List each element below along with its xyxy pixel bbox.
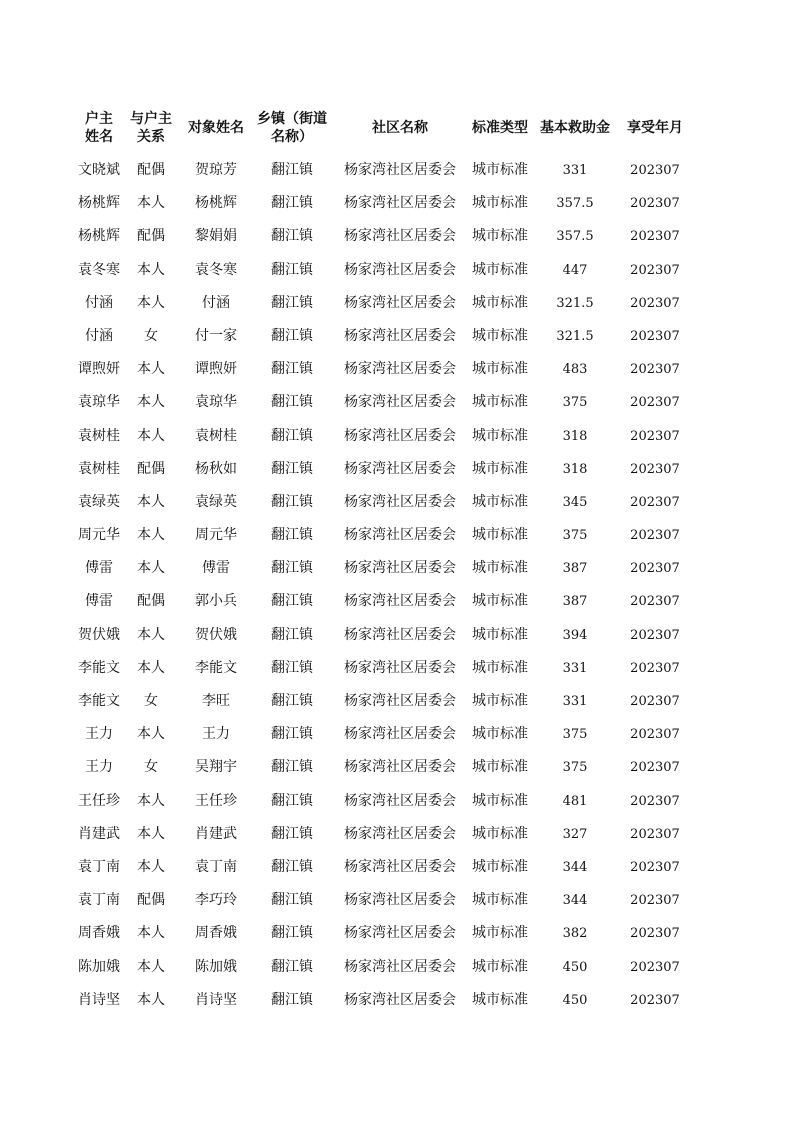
community-cell: 杨家湾社区居委会 <box>344 327 456 344</box>
header-period <box>615 108 695 148</box>
community-cell: 杨家湾社区居委会 <box>344 858 456 875</box>
community-cell: 杨家湾社区居委会 <box>344 361 456 378</box>
relationship-cell: 本人 <box>137 195 165 212</box>
town-cell: 翻江镇 <box>271 726 313 743</box>
householder-name-cell: 王任珍 <box>78 792 120 809</box>
recipient-name-cell: 付一家 <box>195 327 237 344</box>
table-row <box>0 619 793 652</box>
householder-name-cell: 周元华 <box>78 527 120 544</box>
standard-type-cell: 城市标准 <box>472 560 528 577</box>
town-cell: 翻江镇 <box>271 361 313 378</box>
basic-aid-cell: 357.5 <box>556 229 594 245</box>
town-cell: 翻江镇 <box>271 228 313 245</box>
relationship-cell: 配偶 <box>137 460 165 477</box>
town-cell: 翻江镇 <box>271 892 313 909</box>
householder-name-cell: 袁冬寒 <box>78 261 120 278</box>
header-basic-aid <box>535 108 615 148</box>
town-cell: 翻江镇 <box>271 858 313 875</box>
town-cell: 翻江镇 <box>271 792 313 809</box>
standard-type-cell: 城市标准 <box>472 693 528 709</box>
town-cell: 翻江镇 <box>271 195 313 212</box>
period-cell: 202307 <box>630 959 680 975</box>
standard-type-cell: 城市标准 <box>472 261 528 278</box>
relationship-cell: 本人 <box>137 493 165 510</box>
period-cell: 202307 <box>630 295 680 311</box>
recipient-name-cell: 王任珍 <box>195 792 237 809</box>
table-row <box>0 320 793 353</box>
table-row <box>0 585 793 618</box>
recipient-name-cell: 郭小兵 <box>195 593 237 610</box>
header-relationship-line: 关系 <box>137 129 165 145</box>
table-row <box>0 386 793 419</box>
header-period-line: 享受年月 <box>627 120 683 136</box>
basic-aid-cell: 344 <box>562 859 588 875</box>
period-cell: 202307 <box>630 395 680 411</box>
table-body <box>0 154 793 1017</box>
community-cell: 杨家湾社区居委会 <box>344 261 456 278</box>
community-cell: 杨家湾社区居委会 <box>344 294 456 311</box>
town-cell: 翻江镇 <box>271 925 313 942</box>
basic-aid-cell: 483 <box>562 362 588 378</box>
table-row <box>0 917 793 950</box>
householder-name-cell: 肖诗坚 <box>78 991 120 1008</box>
town-cell: 翻江镇 <box>271 693 313 709</box>
table-row <box>0 453 793 486</box>
relationship-cell: 女 <box>144 759 158 776</box>
header-community <box>336 108 464 148</box>
town-cell: 翻江镇 <box>271 294 313 311</box>
basic-aid-cell: 447 <box>562 262 588 278</box>
community-cell: 杨家湾社区居委会 <box>344 693 456 709</box>
standard-type-cell: 城市标准 <box>472 593 528 610</box>
householder-name-cell: 陈加娥 <box>78 958 120 975</box>
recipient-name-cell: 肖建武 <box>195 825 237 842</box>
recipient-name-cell: 贺伏娥 <box>195 626 237 643</box>
recipient-name-cell: 杨秋如 <box>195 460 237 477</box>
relationship-cell: 本人 <box>137 925 165 942</box>
table-row <box>0 154 793 187</box>
basic-aid-cell: 481 <box>562 793 588 809</box>
recipient-name-cell: 李旺 <box>202 693 230 709</box>
basic-aid-cell: 331 <box>562 694 588 709</box>
householder-name-cell: 杨桃辉 <box>78 195 120 212</box>
householder-name-cell: 杨桃辉 <box>78 228 120 245</box>
town-cell: 翻江镇 <box>271 394 313 411</box>
table-row <box>0 652 793 685</box>
table-header <box>0 108 793 148</box>
standard-type-cell: 城市标准 <box>472 228 528 245</box>
householder-name-cell: 袁丁南 <box>78 858 120 875</box>
period-cell: 202307 <box>630 893 680 909</box>
table-row <box>0 254 793 287</box>
recipient-name-cell: 傅雷 <box>202 560 230 577</box>
relationship-cell: 本人 <box>137 560 165 577</box>
relationship-cell: 本人 <box>137 825 165 842</box>
basic-aid-cell: 387 <box>562 594 588 610</box>
header-standard-type-line: 标准类型 <box>472 120 528 136</box>
standard-type-cell: 城市标准 <box>472 493 528 510</box>
relationship-cell: 女 <box>144 327 158 344</box>
householder-name-cell: 李能文 <box>78 693 120 709</box>
community-cell: 杨家湾社区居委会 <box>344 527 456 544</box>
recipient-name-cell: 贺琼芳 <box>195 162 237 178</box>
relationship-cell: 本人 <box>137 294 165 311</box>
standard-type-cell: 城市标准 <box>472 427 528 444</box>
recipient-name-cell: 袁丁南 <box>195 858 237 875</box>
basic-aid-cell: 375 <box>562 528 588 544</box>
relationship-cell: 配偶 <box>137 593 165 610</box>
period-cell: 202307 <box>630 793 680 809</box>
recipient-name-cell: 李能文 <box>195 659 237 676</box>
standard-type-cell: 城市标准 <box>472 726 528 743</box>
standard-type-cell: 城市标准 <box>472 991 528 1008</box>
basic-aid-cell: 327 <box>562 826 588 842</box>
relationship-cell: 本人 <box>137 659 165 676</box>
table-row <box>0 552 793 585</box>
householder-name-cell: 傅雷 <box>85 560 113 577</box>
standard-type-cell: 城市标准 <box>472 958 528 975</box>
town-cell: 翻江镇 <box>271 825 313 842</box>
householder-name-cell: 文晓斌 <box>78 162 120 178</box>
table-row <box>0 287 793 320</box>
standard-type-cell: 城市标准 <box>472 327 528 344</box>
basic-aid-cell: 375 <box>562 395 588 411</box>
town-cell: 翻江镇 <box>271 427 313 444</box>
relationship-cell: 本人 <box>137 261 165 278</box>
community-cell: 杨家湾社区居委会 <box>344 958 456 975</box>
householder-name-cell: 傅雷 <box>85 593 113 610</box>
town-cell: 翻江镇 <box>271 659 313 676</box>
householder-name-cell: 袁丁南 <box>78 892 120 909</box>
recipient-name-cell: 王力 <box>202 726 230 743</box>
community-cell: 杨家湾社区居委会 <box>344 892 456 909</box>
recipient-name-cell: 周香娥 <box>195 925 237 942</box>
householder-name-cell: 付涵 <box>85 294 113 311</box>
standard-type-cell: 城市标准 <box>472 361 528 378</box>
standard-type-cell: 城市标准 <box>472 460 528 477</box>
householder-name-cell: 王力 <box>85 726 113 743</box>
basic-aid-cell: 331 <box>562 660 588 676</box>
basic-aid-cell: 450 <box>562 959 588 975</box>
header-community-line: 社区名称 <box>372 120 428 136</box>
relationship-cell: 本人 <box>137 792 165 809</box>
period-cell: 202307 <box>630 594 680 610</box>
header-recipient-name-line: 对象姓名 <box>188 120 244 136</box>
table-row <box>0 785 793 818</box>
relationship-cell: 本人 <box>137 858 165 875</box>
period-cell: 202307 <box>630 926 680 942</box>
community-cell: 杨家湾社区居委会 <box>344 593 456 610</box>
town-cell: 翻江镇 <box>271 958 313 975</box>
period-cell: 202307 <box>630 196 680 212</box>
header-basic-aid-line: 基本救助金 <box>540 120 610 136</box>
householder-name-cell: 谭煦妍 <box>78 361 120 378</box>
header-standard-type <box>464 108 536 148</box>
basic-aid-cell: 344 <box>562 893 588 909</box>
relationship-cell: 本人 <box>137 726 165 743</box>
basic-aid-cell: 450 <box>562 992 588 1008</box>
householder-name-cell: 袁绿英 <box>78 493 120 510</box>
table-row <box>0 818 793 851</box>
householder-name-cell: 袁琼华 <box>78 394 120 411</box>
period-cell: 202307 <box>630 328 680 344</box>
basic-aid-cell: 318 <box>562 461 588 477</box>
householder-name-cell: 周香娥 <box>78 925 120 942</box>
standard-type-cell: 城市标准 <box>472 394 528 411</box>
town-cell: 翻江镇 <box>271 460 313 477</box>
householder-name-cell: 肖建武 <box>78 825 120 842</box>
relationship-cell: 本人 <box>137 991 165 1008</box>
recipient-name-cell: 李巧玲 <box>195 892 237 909</box>
householder-name-cell: 袁树桂 <box>78 460 120 477</box>
period-cell: 202307 <box>630 163 680 178</box>
basic-aid-cell: 321.5 <box>556 295 594 311</box>
relationship-cell: 本人 <box>137 427 165 444</box>
standard-type-cell: 城市标准 <box>472 162 528 178</box>
community-cell: 杨家湾社区居委会 <box>344 759 456 776</box>
table-row <box>0 884 793 917</box>
standard-type-cell: 城市标准 <box>472 626 528 643</box>
period-cell: 202307 <box>630 859 680 875</box>
table-row <box>0 718 793 751</box>
community-cell: 杨家湾社区居委会 <box>344 626 456 643</box>
header-town-line: 乡镇（街道 <box>257 111 327 127</box>
standard-type-cell: 城市标准 <box>472 527 528 544</box>
period-cell: 202307 <box>630 428 680 444</box>
period-cell: 202307 <box>630 262 680 278</box>
town-cell: 翻江镇 <box>271 560 313 577</box>
standard-type-cell: 城市标准 <box>472 792 528 809</box>
table-row <box>0 353 793 386</box>
table-row <box>0 486 793 519</box>
header-relationship-line: 与户主 <box>130 111 172 127</box>
table-row <box>0 751 793 784</box>
table-row <box>0 519 793 552</box>
basic-aid-cell: 345 <box>562 494 588 510</box>
basic-aid-cell: 318 <box>562 428 588 444</box>
community-cell: 杨家湾社区居委会 <box>344 792 456 809</box>
relationship-cell: 女 <box>144 693 158 709</box>
relationship-cell: 本人 <box>137 394 165 411</box>
town-cell: 翻江镇 <box>271 759 313 776</box>
header-relationship <box>127 108 175 148</box>
town-cell: 翻江镇 <box>271 327 313 344</box>
recipient-name-cell: 黎娟娟 <box>195 228 237 245</box>
table-row <box>0 685 793 718</box>
recipient-name-cell: 谭煦妍 <box>195 361 237 378</box>
standard-type-cell: 城市标准 <box>472 659 528 676</box>
community-cell: 杨家湾社区居委会 <box>344 925 456 942</box>
period-cell: 202307 <box>630 561 680 577</box>
community-cell: 杨家湾社区居委会 <box>344 825 456 842</box>
recipient-name-cell: 袁琼华 <box>195 394 237 411</box>
town-cell: 翻江镇 <box>271 626 313 643</box>
relationship-cell: 配偶 <box>137 892 165 909</box>
standard-type-cell: 城市标准 <box>472 858 528 875</box>
period-cell: 202307 <box>630 362 680 378</box>
relationship-cell: 本人 <box>137 361 165 378</box>
table-row <box>0 851 793 884</box>
community-cell: 杨家湾社区居委会 <box>344 726 456 743</box>
header-householder-name-line: 户主 <box>85 111 113 127</box>
table-row <box>0 984 793 1017</box>
basic-aid-cell: 375 <box>562 760 588 776</box>
recipient-name-cell: 付涵 <box>202 294 230 311</box>
recipient-name-cell: 肖诗坚 <box>195 991 237 1008</box>
basic-aid-cell: 387 <box>562 561 588 577</box>
recipient-name-cell: 袁冬寒 <box>195 261 237 278</box>
town-cell: 翻江镇 <box>271 991 313 1008</box>
relationship-cell: 本人 <box>137 958 165 975</box>
basic-aid-cell: 394 <box>562 627 588 643</box>
period-cell: 202307 <box>630 727 680 743</box>
table-row <box>0 220 793 253</box>
standard-type-cell: 城市标准 <box>472 892 528 909</box>
relationship-cell: 配偶 <box>137 228 165 245</box>
town-cell: 翻江镇 <box>271 527 313 544</box>
standard-type-cell: 城市标准 <box>472 759 528 776</box>
town-cell: 翻江镇 <box>271 261 313 278</box>
recipient-name-cell: 杨桃辉 <box>195 195 237 212</box>
table-row <box>0 420 793 453</box>
period-cell: 202307 <box>630 494 680 510</box>
town-cell: 翻江镇 <box>271 162 313 178</box>
householder-name-cell: 李能文 <box>78 659 120 676</box>
community-cell: 杨家湾社区居委会 <box>344 991 456 1008</box>
community-cell: 杨家湾社区居委会 <box>344 162 456 178</box>
householder-name-cell: 贺伏娥 <box>78 626 120 643</box>
header-town <box>252 108 332 148</box>
community-cell: 杨家湾社区居委会 <box>344 560 456 577</box>
basic-aid-cell: 375 <box>562 727 588 743</box>
community-cell: 杨家湾社区居委会 <box>344 394 456 411</box>
table-row <box>0 187 793 220</box>
community-cell: 杨家湾社区居委会 <box>344 427 456 444</box>
town-cell: 翻江镇 <box>271 493 313 510</box>
householder-name-cell: 王力 <box>85 759 113 776</box>
header-recipient-name <box>180 108 252 148</box>
relationship-cell: 配偶 <box>137 162 165 178</box>
relationship-cell: 本人 <box>137 527 165 544</box>
period-cell: 202307 <box>630 694 680 709</box>
recipient-name-cell: 吴翔宇 <box>195 759 237 776</box>
town-cell: 翻江镇 <box>271 593 313 610</box>
period-cell: 202307 <box>630 627 680 643</box>
period-cell: 202307 <box>630 992 680 1008</box>
header-town-line: 名称） <box>271 129 313 145</box>
standard-type-cell: 城市标准 <box>472 294 528 311</box>
header-householder-name-line: 姓名 <box>85 129 113 145</box>
relationship-cell: 本人 <box>137 626 165 643</box>
header-householder-name <box>70 108 128 148</box>
basic-aid-cell: 382 <box>562 926 588 942</box>
standard-type-cell: 城市标准 <box>472 195 528 212</box>
period-cell: 202307 <box>630 660 680 676</box>
period-cell: 202307 <box>630 461 680 477</box>
recipient-name-cell: 周元华 <box>195 527 237 544</box>
basic-aid-cell: 331 <box>562 163 588 178</box>
standard-type-cell: 城市标准 <box>472 925 528 942</box>
basic-aid-cell: 357.5 <box>556 196 594 212</box>
householder-name-cell: 袁树桂 <box>78 427 120 444</box>
table-row <box>0 951 793 984</box>
community-cell: 杨家湾社区居委会 <box>344 493 456 510</box>
householder-name-cell: 付涵 <box>85 327 113 344</box>
community-cell: 杨家湾社区居委会 <box>344 460 456 477</box>
recipient-name-cell: 陈加娥 <box>195 958 237 975</box>
period-cell: 202307 <box>630 229 680 245</box>
recipient-name-cell: 袁树桂 <box>195 427 237 444</box>
basic-aid-cell: 321.5 <box>556 328 594 344</box>
period-cell: 202307 <box>630 528 680 544</box>
standard-type-cell: 城市标准 <box>472 825 528 842</box>
community-cell: 杨家湾社区居委会 <box>344 659 456 676</box>
community-cell: 杨家湾社区居委会 <box>344 195 456 212</box>
period-cell: 202307 <box>630 826 680 842</box>
recipient-name-cell: 袁绿英 <box>195 493 237 510</box>
period-cell: 202307 <box>630 760 680 776</box>
community-cell: 杨家湾社区居委会 <box>344 228 456 245</box>
